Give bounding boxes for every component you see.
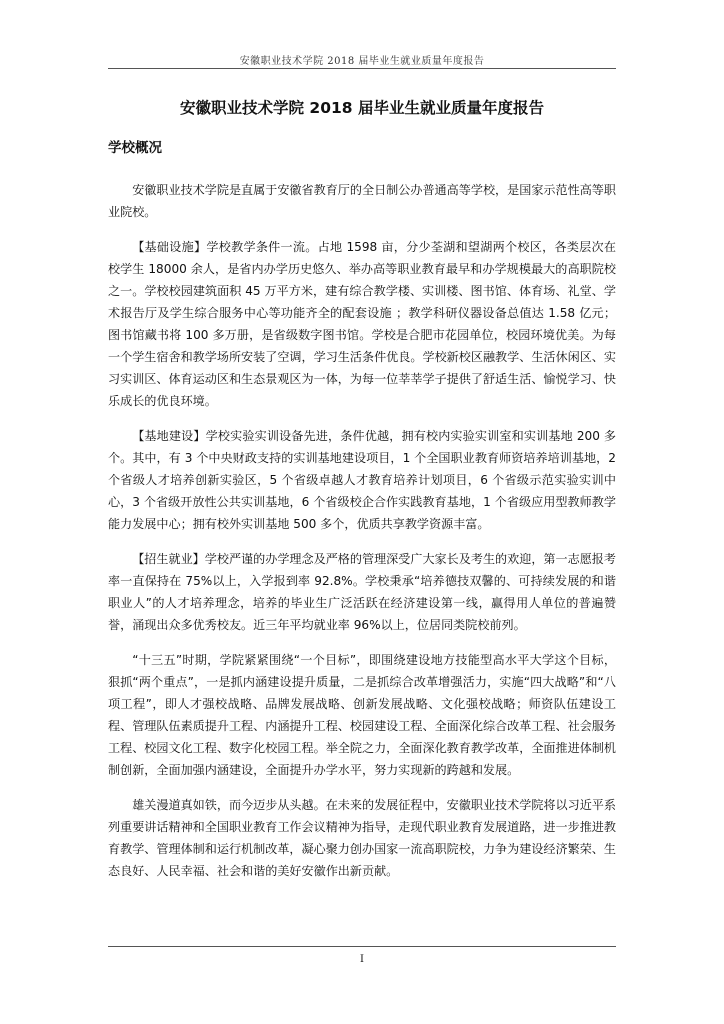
paragraph-intro: 安徽职业技术学院是直属于安徽省教育厅的全日制公办普通高等学校，是国家示范性高等职业院校。 [108, 183, 616, 219]
running-header: 安徽职业技术学院 2018 届毕业生就业质量年度报告 [239, 56, 485, 67]
body-text [108, 179, 616, 895]
paragraph-outlook: 雄关漫道真如铁，而今迈步从头越。在未来的发展征程中，安徽职业技术学院将以习近平系列重要讲话精神和全国职业教育工作会议精神为指导，走现代职业教育发展道路，进一步推进教育教学、管理体制和运行机制改革，凝心聚力创办国家一流高职院校，力争为建设经济繁荣、生态良好、人民幸福、社会和谐的美好安徽作出新贡献。 [108, 798, 616, 878]
document-title: 安徽职业技术学院 2018 届毕业生就业质量年度报告 [180, 99, 544, 117]
paragraph-training-bases: 【基地建设】学校实验实训设备先进，条件优越，拥有校内实验实训室和实训基地 200 多个。其中，有 3 个中央财政支持的实训基地建设项目，1 个全国职业教育师资培养培训基地，2 个省级人才培养创新实验区，5 个省级卓越人才教育培养计划项目，6 个省级示范实验实训中心，3 个省级开放性公共实训基地，6 个省级校企合作实践教育基地，1 个省级应用型教师教学能力发展中心；拥有校外实训基地 500 多个，优质共享教学资源丰富。 [108, 429, 616, 531]
paragraph-five-year-plan: “十三五”时期，学院紧紧围绕“一个目标”，即围绕建设地方技能型高水平大学这个目标，狠抓“两个重点”，一是抓内涵建设提升质量，二是抓综合改革增强活力，实施“四大战略”和“八项工程”，即人才强校战略、品牌发展战略、创新发展战略、文化强校战略；师资队伍建设工程、管理队伍素质提升工程、内涵提升工程、校园建设工程、全面深化综合改革工程、社会服务工程、校园文化工程、数字化校园工程。举全院之力，全面深化教育教学改革，全面推进体制机制创新，全面加强内涵建设，全面提升办学水平，努力实现新的跨越和发展。 [108, 653, 616, 777]
paragraph-admission-employment: 【招生就业】学校严谨的办学理念及严格的管理深受广大家长及考生的欢迎，第一志愿报考率一直保持在 75%以上，入学报到率 92.8%。学校秉承“培养德技双馨的、可持续发展的和谐职业人”的人才培养理念，培养的毕业生广泛活跃在经济建设第一线，赢得用人单位的普遍赞誉，涌现出众多优秀校友。近三年平均就业率 96%以上，位居同类院校前列。 [108, 552, 616, 632]
paragraph-infrastructure: 【基础设施】学校教学条件一流。占地 1598 亩，分少荃湖和望湖两个校区，各类层次在校学生 18000 余人，是省内办学历史悠久、举办高等职业教育最早和办学规模最大的高职院校之一。学校校园建筑面积 45 万平方米，建有综合教学楼、实训楼、图书馆、体育场、礼堂、学术报告厅及学生综合服务中心等功能齐全的配套设施 ；教学科研仪器设备总值达 1.58 亿元；图书馆藏书将 100 多万册，是省级数字图书馆。学校是合肥市花园单位，校园环境优美。为每一个学生宿舍和教学场所安装了空调，学习生活条件优良。学校新校区融教学、生活休闲区、实习实训区、体育运动区和生态景观区为一体，为每一位莘莘学子提供了舒适生活、愉悦学习、快乐成长的优良环境。 [108, 240, 616, 408]
header-divider [108, 68, 616, 69]
footer-divider [108, 946, 616, 947]
page-number: I [360, 954, 364, 965]
section-heading: 学校概况 [108, 140, 162, 156]
